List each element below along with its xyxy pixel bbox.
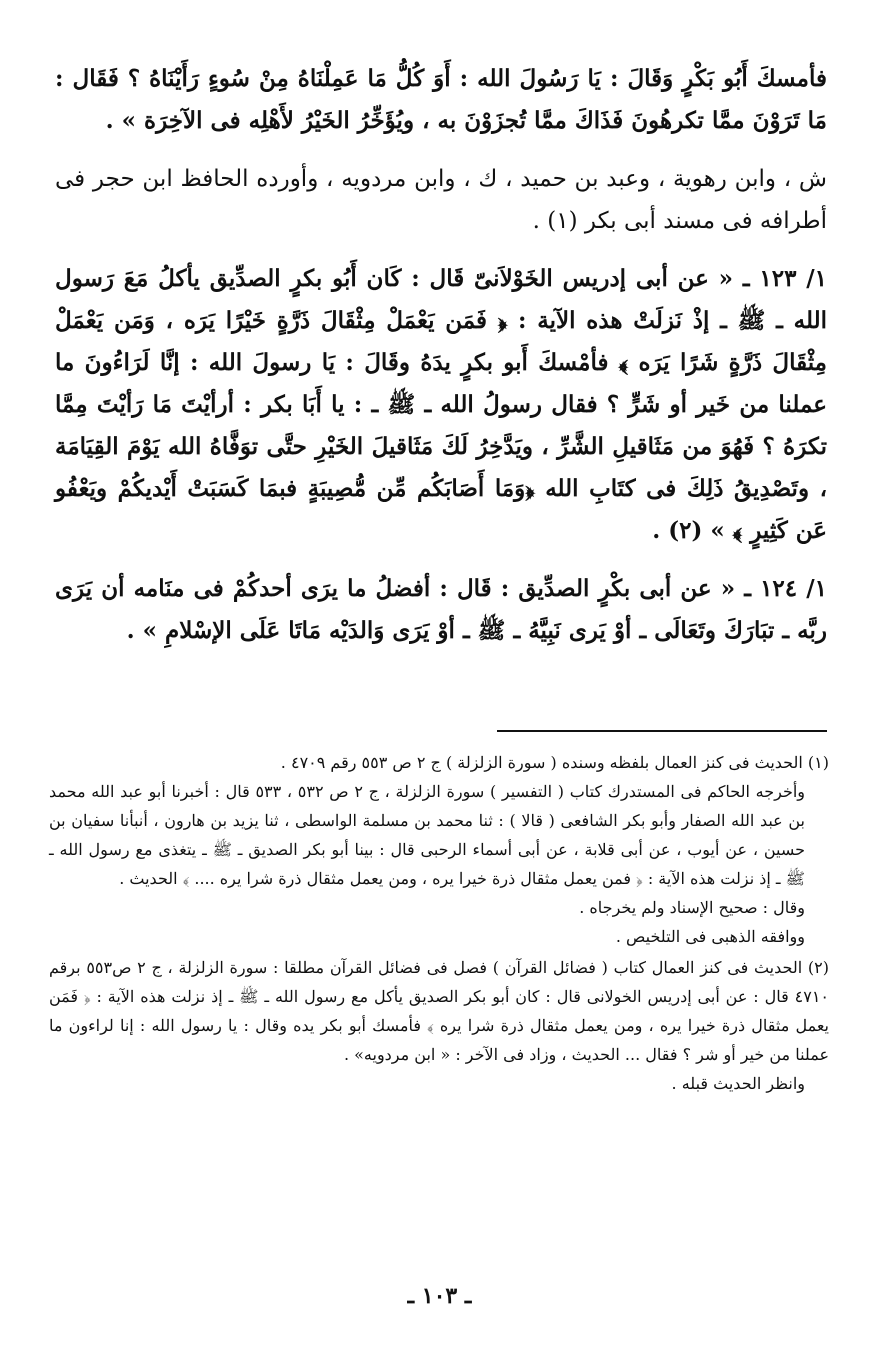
footnote-1-heading: (١) الحديث فى كنز العمال بلفظه وسنده ( سورة الزلزلة ) ج ٢ ص ٥٥٣ رقم ٤٧٠٩ . xyxy=(280,753,829,772)
footnote-1-dhahabi: ووافقه الذهبى فى التلخيص . xyxy=(615,927,805,946)
main-text xyxy=(55,58,827,652)
page-number: ـ ١٠٣ ـ xyxy=(407,1283,472,1309)
hadith-122-ending: فأمسكَ أَبُو بَكْرٍ وَقَالَ : يَا رَسُولَ الله : أَوَ كُلُّ مَا عَمِلْنَاهُ مِنْ سُوءٍ رَأَيْنَاهُ ؟ فَقَال : مَا تَرَوْنَ ممَّا تكرهُونَ فَذَاكَ ممَّا تُجزَوْنَ به ، ويُؤَخِّرُ الخَيْرُ لأَهْلِه فى الآخِرَة » . xyxy=(55,65,827,134)
footnote-1-grading: وقال : صحيح الإسناد ولم يخرجاه . xyxy=(579,898,805,917)
hadith-123: ١/ ١٢٣ ـ « عن أبى إدريس الخَوْلاَنىّ قَال : كَان أَبُو بكرٍ الصدِّيق يأكلُ مَعَ رَسول الله ـ ﷺ ـ إذْ نَزلَتْ هذه الآية : ﴿ فَمَن يَعْمَلْ مِثْقَالَ ذَرَّةٍ خَيْرًا يَرَه ، وَمَن يَعْمَلْ مِثْقَالَ ذَرَّةٍ شَرًا يَرَه ﴾ فأمْسكَ أَبو بكرٍ يدَهُ وقَالَ : يَا رسولَ الله : إنَّا لَرَاءُونَ ما عملنا من خَير أو شَرٍّ ؟ فقال رسولُ الله ـ ﷺ ـ : يا أَبَا بكر : أرأيْتَ مَا رَأيْتَ مِمَّا تكرَهُ ؟ فَهُوَ من مَثَاقيلِ الشَّرِّ ، ويَدَّخِرُ لَكَ مَثَاقيلَ الخَيْرِ حتَّى توَفَّاهُ الله يَوْمَ القِيَامَة ، وتَصْدِيقُ ذَلِكَ فى كتَابِ الله ﴿وَمَا أَصَابَكُم مِّن مُّصِيبَةٍ فبمَا كَسَبَتْ أَيْديكُمْ ويَعْفُو عَن كَثِيرٍ ﴾ » (٢) . xyxy=(55,265,827,544)
footnote-2-see-also: وانظر الحديث قبله . xyxy=(671,1074,805,1093)
footnote-1-body: وأخرجه الحاكم فى المستدرك كتاب ( التفسير ) سورة الزلزلة ، ج ٢ ص ٥٣٢ ، ٥٣٣ قال : أخبرنا أبو عبد الله محمد بن عبد الله الصفار وأبو بكر الشافعى ( قالا ) : ثنا محمد بن مسلمة الواسطى ، ثنا يزيد بن هارون ، أنبأنا سفيان بن حسين ، عن أيوب ، عن أبى قلابة ، عن أبى أسماء الرحبى قال : بينا أبو بكر الصديق ـ ﷺ ـ يتغذى مع رسول الله ـ ﷺ ـ إذ نزلت هذه الآية : ﴿ فمن يعمل مثقال ذرة خيرا يره ، ومن يعمل مثقال ذرة شرا يره .... ﴾ الحديث . xyxy=(49,782,806,888)
footnote-divider xyxy=(497,730,827,732)
hadith-124: ١/ ١٢٤ ـ « عن أبى بكْرٍ الصدِّيق : قَال : أفضلُ ما يرَى أحدكُمْ فى منَامه أن يَرَى ربَّه ـ تبَارَكَ وتَعَالَى ـ أوْ يَرى نَبِيَّهُ ـ ﷺ ـ أوْ يَرَى وَالدَيْه مَاتَا عَلَى الإسْلامِ » . xyxy=(55,575,827,644)
footnotes xyxy=(49,746,829,1098)
hadith-122-sources: ش ، وابن رهوية ، وعبد بن حميد ، ك ، وابن مردويه ، وأورده الحافظ ابن حجر فى أطرافه فى مسند أبى بكر (١) . xyxy=(55,166,827,234)
footnote-2-body: (٢) الحديث فى كنز العمال كتاب ( فضائل القرآن ) فصل فى فضائل القرآن مطلقا : سورة الزلزلة ، ج ٢ ص٥٥٣ برقم ٤٧١٠ قال : عن أبى إدريس الخولانى قال : كان أبو بكر الصديق يأكل مع رسول الله ـ ﷺ ـ إذ نزلت هذه الآية : ﴿ فَمَن يعمل مثقال ذرة خيرا يره ، ومن يعمل مثقال ذرة شرا يره ﴾ فأمسك أبو بكر يده وقال : يا رسول الله : إنا لراءون ما عملنا من خير أو شر ؟ فقال ... الحديث ، وزاد فى الآخر : « ابن مردويه» . xyxy=(49,958,829,1064)
